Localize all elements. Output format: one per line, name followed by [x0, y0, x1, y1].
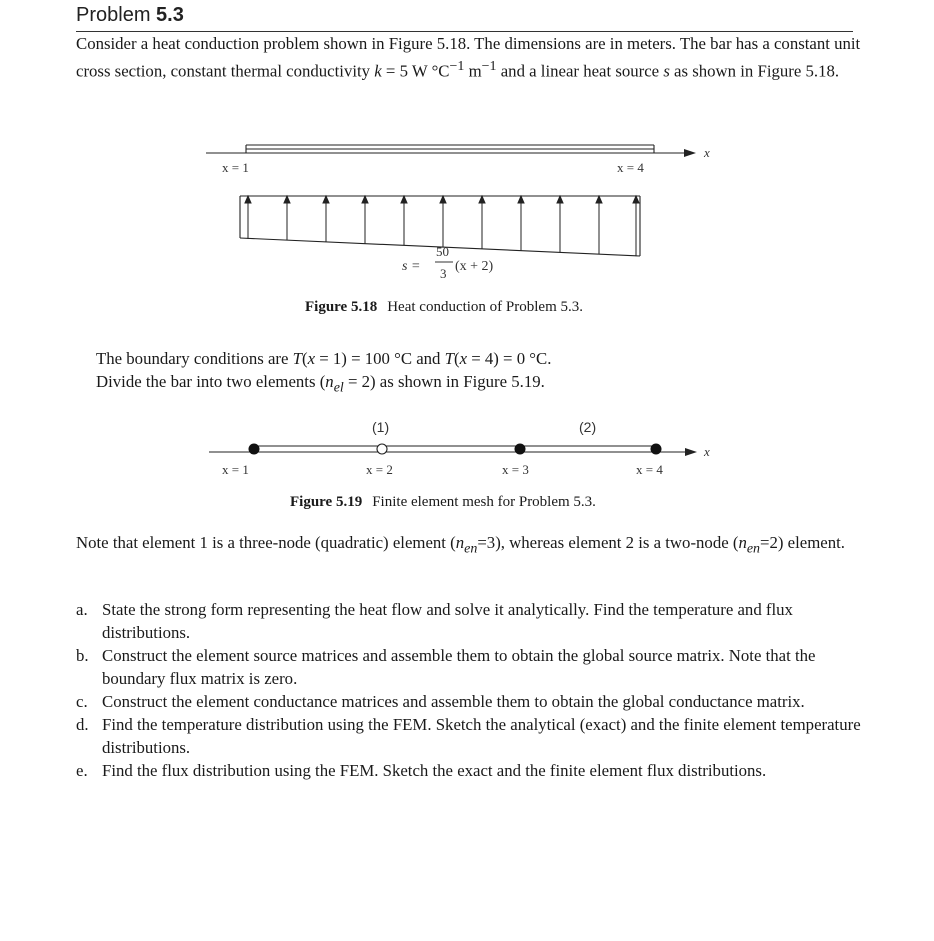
- intro-text-5: as shown in Figure 5.18.: [669, 61, 840, 81]
- question-item: [76, 598, 866, 644]
- question-item: [76, 644, 866, 690]
- bc-text: = 4) = 0 °C.: [467, 349, 552, 368]
- mesh-x-axis-label: x: [704, 444, 710, 459]
- figure-5-18-caption-label: Figure 5.18: [305, 299, 378, 315]
- note-sub1: en: [464, 541, 478, 557]
- bc-n: n: [325, 372, 334, 391]
- bc-text: = 2) as shown in Figure 5.19.: [343, 372, 545, 391]
- note-n1: n: [455, 533, 465, 552]
- node-4: [651, 444, 662, 455]
- note-text: Note that element 1 is a three-node (quadratic) element (: [76, 533, 456, 552]
- figure-5-18-caption-text: Heat conduction of Problem 5.3.: [387, 299, 584, 315]
- element-note: [76, 531, 866, 560]
- question-label: d.: [76, 715, 89, 734]
- note-n2: n: [738, 533, 747, 552]
- node-label-2: x = 2: [366, 462, 393, 477]
- problem-number: 5.3: [156, 4, 184, 26]
- question-label: a.: [76, 600, 88, 619]
- problem-label: Problem: [76, 4, 151, 26]
- element-2-label: (2): [579, 419, 597, 435]
- question-item: [76, 759, 866, 782]
- formula-numerator: 50: [436, 244, 449, 259]
- bc-x2: x: [459, 349, 468, 368]
- intro-exp-1: −1: [449, 58, 465, 74]
- intro-s: s: [663, 61, 670, 81]
- question-label: e.: [76, 761, 88, 780]
- formula-s: s =: [402, 259, 421, 274]
- node-label-1: x = 1: [222, 462, 249, 477]
- question-text: Find the flux distribution using the FEM. Sketch the exact and the finite element flux distributions.: [102, 761, 767, 780]
- right-end-label: x = 4: [617, 160, 644, 175]
- bc-T1: T: [292, 349, 302, 368]
- figure-5-19-caption: [290, 494, 596, 511]
- question-label: b.: [76, 646, 89, 665]
- mesh-bar: [254, 446, 656, 452]
- node-label-3: x = 3: [502, 462, 529, 477]
- bc-text: (: [453, 349, 460, 368]
- mesh-axis: [209, 448, 697, 456]
- bc-nsub: el: [333, 380, 344, 396]
- bc-T2: T: [444, 349, 454, 368]
- note-sub2: en: [746, 541, 761, 557]
- left-end-label: x = 1: [222, 160, 249, 175]
- node-label-4: x = 4: [636, 462, 663, 477]
- figure-5-19-caption-label: Figure 5.19: [290, 494, 363, 510]
- bc-text: The boundary conditions are: [96, 349, 293, 368]
- note-text: =2) element.: [760, 533, 845, 552]
- note-text: =3), whereas element 2 is a two-node (: [477, 533, 739, 552]
- intro-exp-2: −1: [481, 58, 497, 74]
- intro-text-1: Consider a heat conduction problem shown in Figure 5.18. The dimensions are in meters. The bar has a constant unit cross section, constant thermal conductivity: [76, 34, 861, 81]
- question-text: Find the temperature distribution using the FEM. Sketch the analytical (exact) and the finite element temperature distributions.: [102, 715, 861, 757]
- formula-denominator: 3: [440, 266, 447, 281]
- intro-text-4: and a linear heat source: [496, 61, 664, 81]
- intro-k: k: [374, 61, 382, 81]
- bc-text: (: [302, 349, 308, 368]
- element-1-label: (1): [372, 419, 390, 435]
- question-text: Construct the element conductance matrices and assemble them to obtain the global conductance matrix.: [102, 692, 805, 711]
- question-item: [76, 690, 866, 713]
- question-text: Construct the element source matrices and assemble them to obtain the global source matrix. Note that the boundary flux matrix is zero.: [102, 646, 816, 688]
- x-axis-label: x: [704, 145, 710, 160]
- bc-x1: x: [307, 349, 316, 368]
- intro-text-3: m: [464, 61, 482, 81]
- question-label: c.: [76, 692, 88, 711]
- intro-text-2: = 5 W °C: [381, 61, 450, 81]
- node-1: [249, 444, 260, 455]
- question-text: State the strong form representing the heat flow and solve it analytically. Find the temperature and flux distributions.: [102, 600, 793, 642]
- node-2: [377, 444, 387, 454]
- figure-5-19-caption-text: Finite element mesh for Problem 5.3.: [372, 494, 596, 510]
- question-list: [76, 598, 866, 782]
- bc-text: Divide the bar into two elements (: [96, 372, 326, 391]
- node-3: [515, 444, 526, 455]
- formula-tail: (x + 2): [455, 259, 494, 274]
- bc-text: = 1) = 100 °C and: [315, 349, 445, 368]
- question-item: [76, 713, 866, 759]
